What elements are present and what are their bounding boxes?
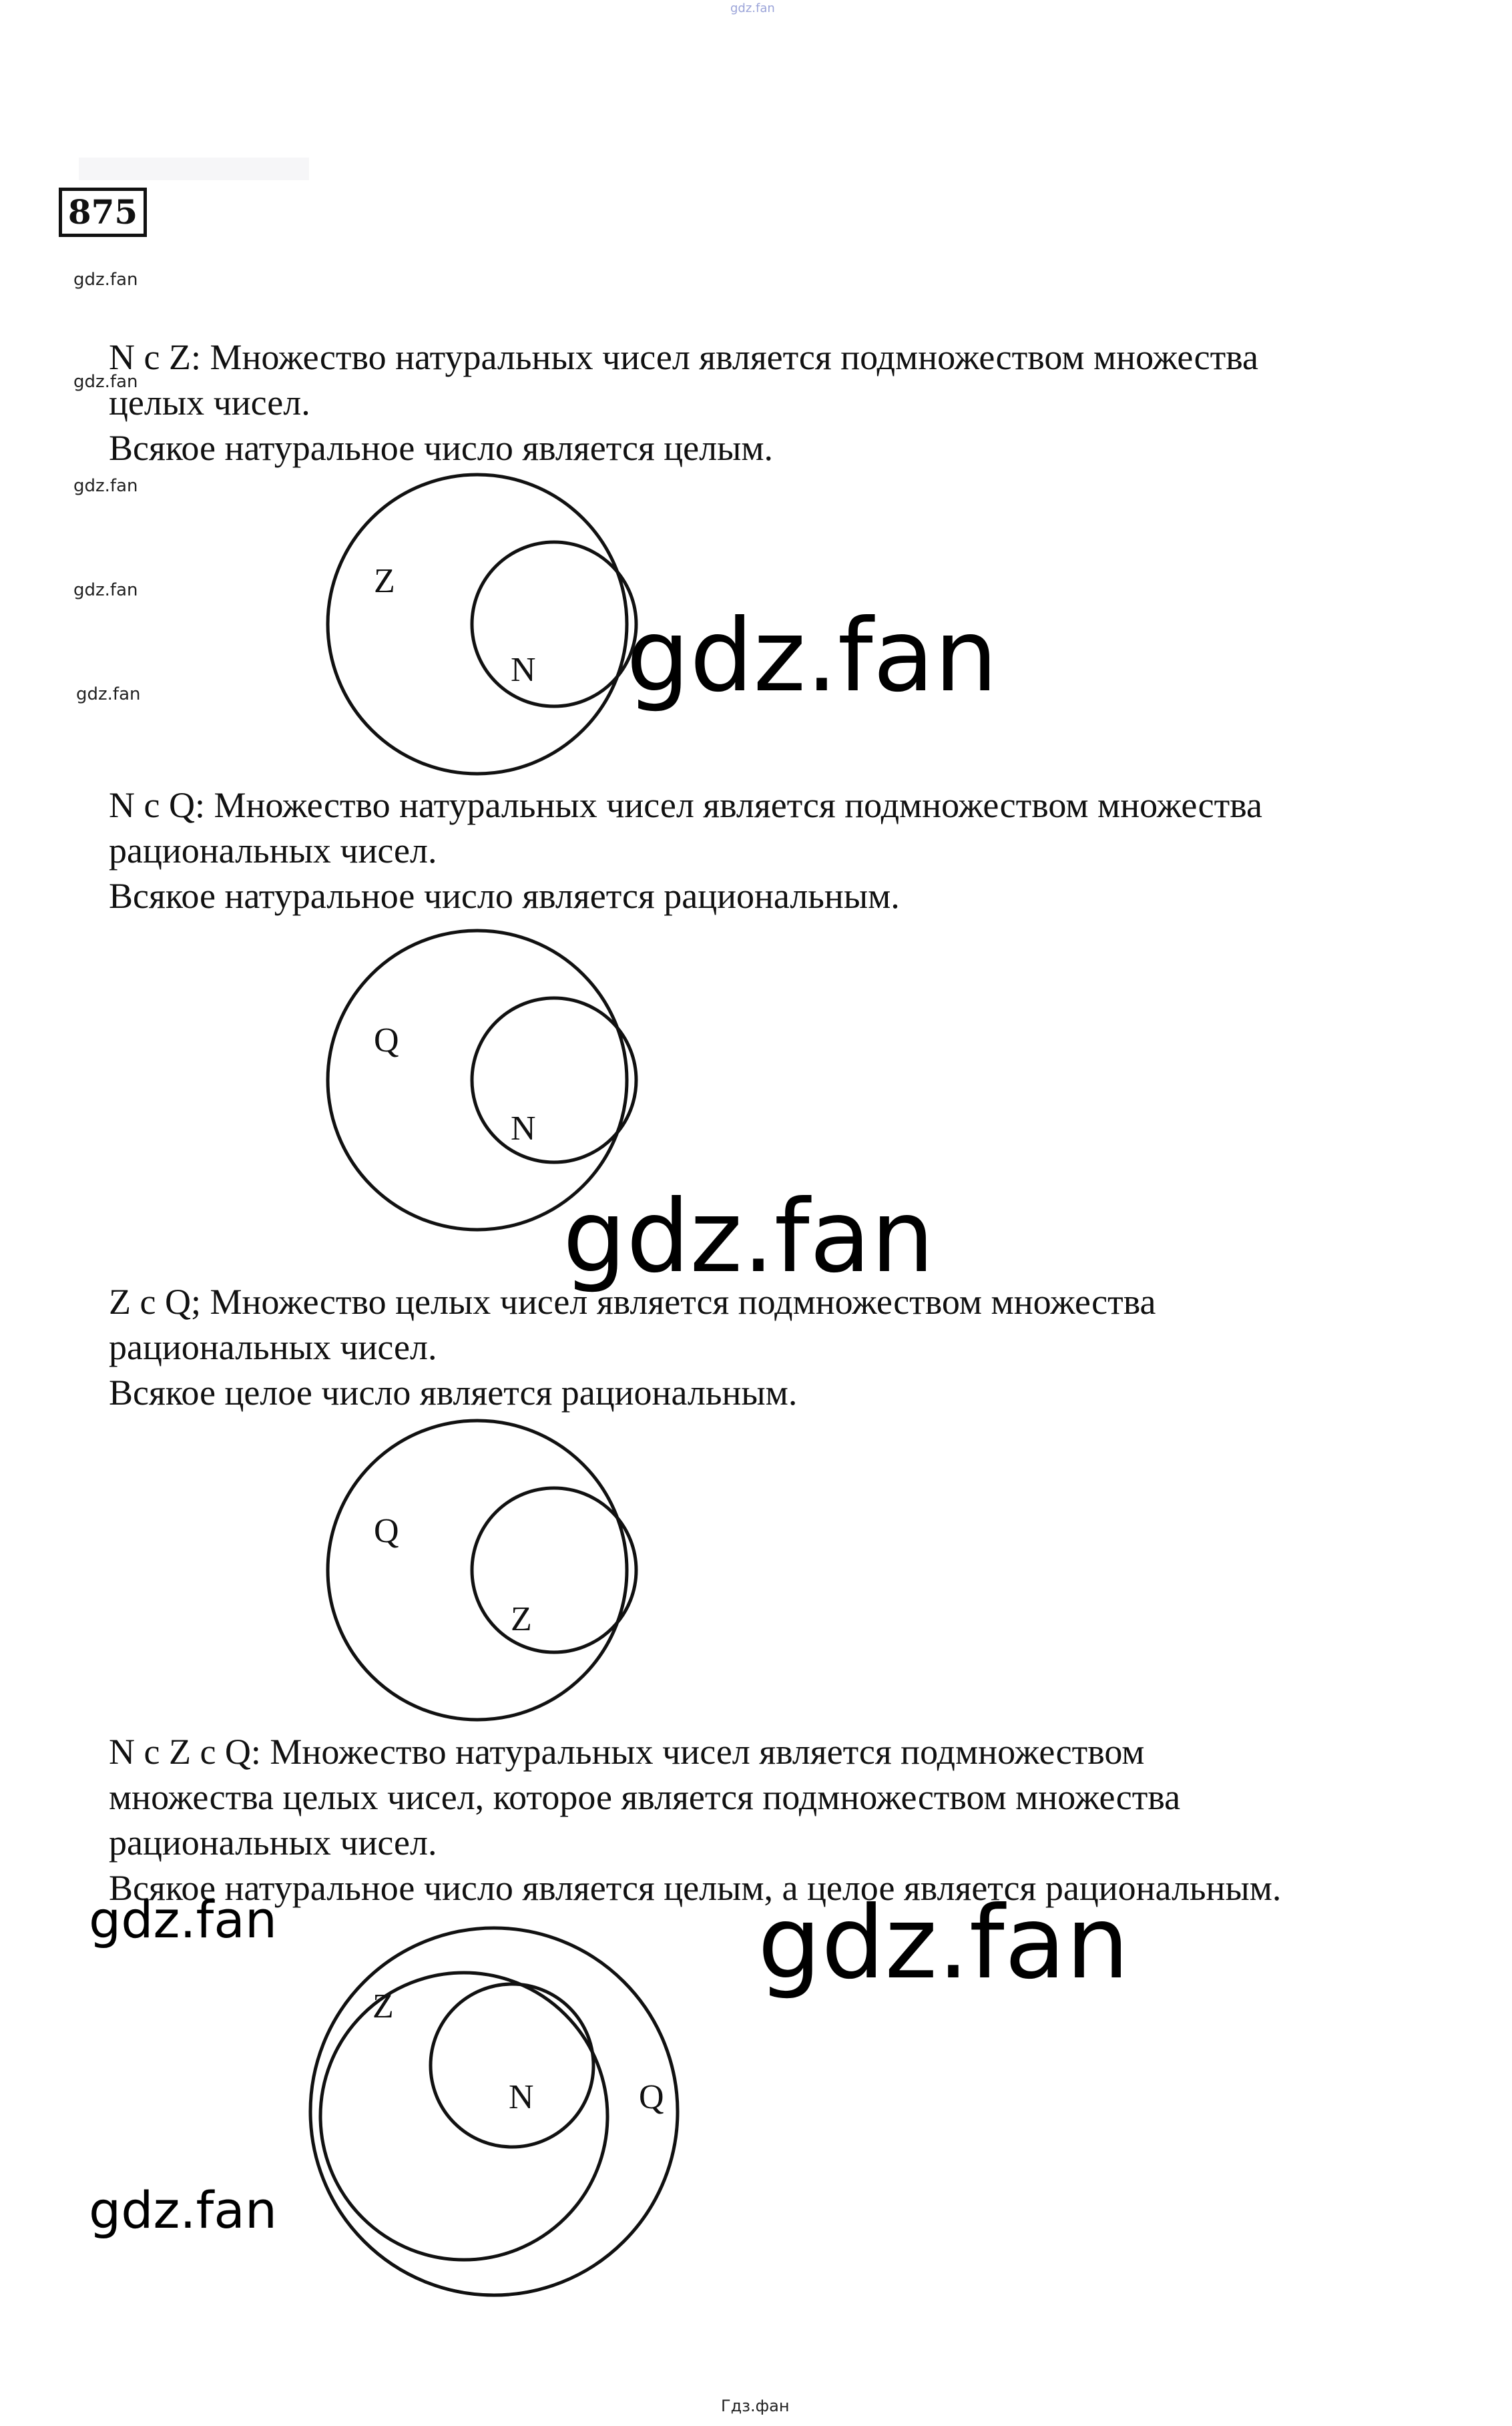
statement-line: Всякое натуральное число является целым, а целое является рациональным. xyxy=(109,1868,1282,1908)
watermark-small: gdz.fan xyxy=(73,476,138,496)
watermark-large: gdz.fan xyxy=(626,598,998,714)
watermark-small: gdz.fan xyxy=(76,684,141,704)
inner-set-circle xyxy=(472,542,636,706)
inner-set-label: N xyxy=(511,651,536,689)
top-bar xyxy=(79,158,309,180)
statement-line: множества целых чисел, которое является подмножеством множества xyxy=(109,1777,1181,1817)
venn-diagram-q-z-n xyxy=(294,1923,708,2296)
inner-set-label: N xyxy=(509,2078,534,2116)
outer-set-label: Q xyxy=(374,1021,399,1059)
outer-set-circle xyxy=(328,1421,627,1720)
watermark-small: gdz.fan xyxy=(73,580,138,600)
watermark-small: gdz.fan xyxy=(73,372,138,392)
statement-line: Z с Q; Множество целых чисел является подмножеством множества xyxy=(109,1282,1156,1322)
statement-line: целых чисел. xyxy=(109,383,310,423)
inner-set-circle xyxy=(472,1488,636,1652)
top-watermark: gdz.fan xyxy=(730,1,775,15)
statement-line: Всякое целое число является рациональным. xyxy=(109,1373,798,1413)
outer-set-label: Z xyxy=(374,562,395,600)
watermark-large: gdz.fan xyxy=(758,1885,1129,2001)
outer-set-label: Q xyxy=(639,2078,664,2116)
problem-number: 875 xyxy=(59,188,147,237)
statement-line: Всякое натуральное число является рациональным. xyxy=(109,876,900,916)
middle-set-label: Z xyxy=(372,1987,394,2025)
outer-set-circle xyxy=(328,475,627,774)
inner-set-label: N xyxy=(511,1110,536,1148)
inner-set-circle xyxy=(431,1984,593,2147)
bottom-watermark: Гдз.фан xyxy=(721,2397,790,2415)
middle-set-circle xyxy=(320,1973,607,2260)
statement-line: N с Z: Множество натуральных чисел является подмножеством множества xyxy=(109,337,1258,377)
statement-line: N с Q: Множество натуральных чисел является подмножеством множества xyxy=(109,785,1262,825)
statement-line: рациональных чисел. xyxy=(109,1823,437,1863)
watermark-medium: gdz.fan xyxy=(89,1890,278,1949)
outer-set-label: Q xyxy=(374,1512,399,1550)
outer-set-circle xyxy=(310,1928,678,2295)
statement-line: N с Z с Q: Множество натуральных чисел является подмножеством xyxy=(109,1732,1145,1772)
watermark-medium: gdz.fan xyxy=(89,2180,278,2240)
watermark-small: gdz.fan xyxy=(73,270,138,290)
venn-diagram-q-z xyxy=(320,1429,634,1742)
inner-set-circle xyxy=(472,998,636,1162)
venn-diagram-z-n xyxy=(320,477,634,791)
statement-line: Всякое натуральное число является целым. xyxy=(109,428,774,468)
inner-set-label: Z xyxy=(511,1600,532,1638)
statement-line: рациональных чисел. xyxy=(109,830,437,871)
statement-line: рациональных чисел. xyxy=(109,1327,437,1367)
watermark-large: gdz.fan xyxy=(563,1179,935,1295)
